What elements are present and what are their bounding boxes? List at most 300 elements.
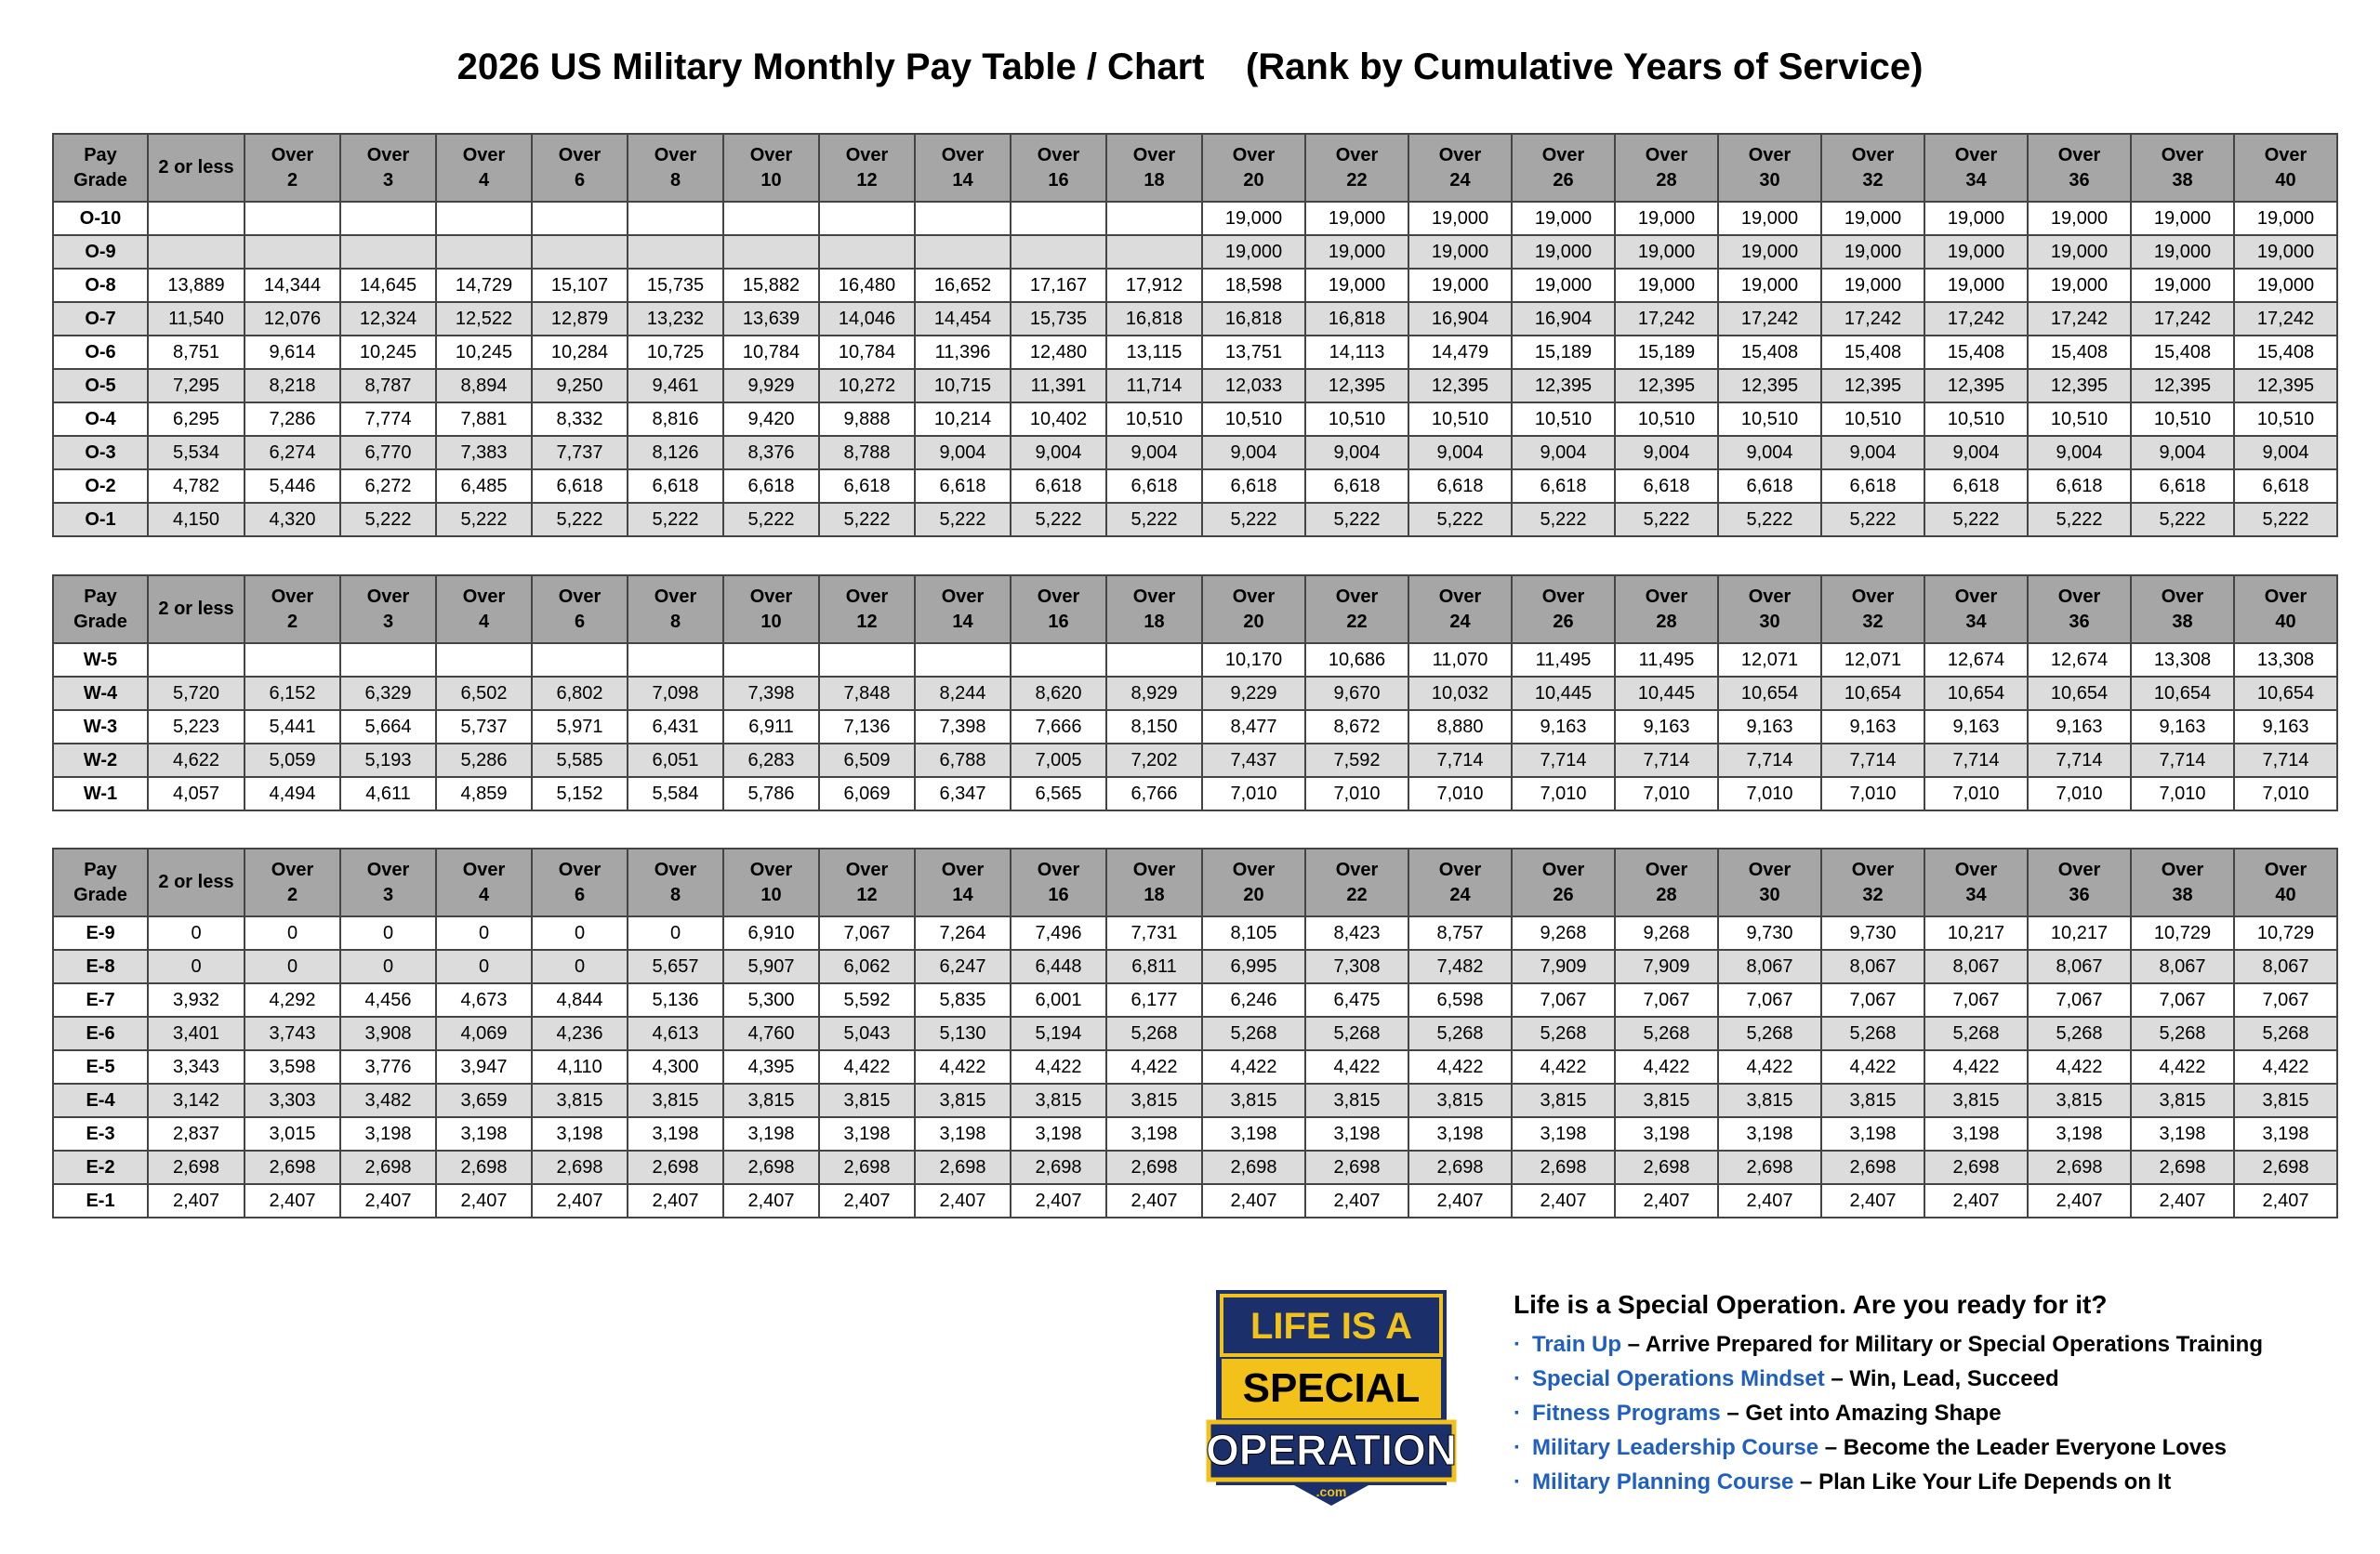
pay-cell: 10,510 bbox=[1924, 402, 2028, 436]
pay-cell: 4,494 bbox=[245, 777, 340, 810]
header-years-10 bbox=[1106, 849, 1202, 916]
pay-cell: 2,407 bbox=[1821, 1184, 1924, 1218]
pay-cell: 19,000 bbox=[2234, 235, 2337, 269]
header-text: 22 bbox=[1346, 169, 1368, 191]
pay-cell: 7,731 bbox=[1106, 916, 1202, 950]
pay-cell: 15,408 bbox=[1821, 336, 1924, 369]
pay-cell: 10,654 bbox=[1718, 677, 1821, 710]
pay-cell: 10,510 bbox=[1202, 402, 1305, 436]
pay-cell: 0 bbox=[436, 916, 532, 950]
header-text: Pay bbox=[84, 586, 117, 607]
table-row bbox=[53, 402, 2337, 436]
pay-cell bbox=[436, 643, 532, 677]
pay-cell: 19,000 bbox=[1821, 235, 1924, 269]
pay-cell: 5,222 bbox=[1924, 503, 2028, 536]
header-text: 16 bbox=[1048, 884, 1069, 905]
header-text: 38 bbox=[2172, 611, 2193, 632]
header-years-16 bbox=[1718, 849, 1821, 916]
pay-cell: 9,461 bbox=[628, 369, 723, 402]
pay-grade-cell: O-8 bbox=[53, 269, 148, 302]
promo-item-military-planning-course bbox=[1514, 1465, 2350, 1499]
pay-grade-cell: O-7 bbox=[53, 302, 148, 336]
header-text: 2 bbox=[286, 884, 298, 905]
pay-cell: 5,222 bbox=[915, 503, 1011, 536]
pay-cell: 4,422 bbox=[915, 1050, 1011, 1084]
pay-cell: 2,837 bbox=[148, 1117, 245, 1151]
pay-cell: 7,067 bbox=[1821, 983, 1924, 1017]
pay-cell: 4,844 bbox=[532, 983, 628, 1017]
table-row bbox=[53, 336, 2337, 369]
pay-grade-cell: E-9 bbox=[53, 916, 148, 950]
header-text: Grade bbox=[73, 169, 127, 191]
pay-cell: 7,714 bbox=[1512, 744, 1615, 777]
header-text: Over bbox=[1132, 586, 1176, 607]
pay-cell: 19,000 bbox=[1305, 269, 1408, 302]
pay-cell: 19,000 bbox=[1202, 202, 1305, 235]
pay-cell: 9,004 bbox=[1106, 436, 1202, 469]
pay-cell: 15,735 bbox=[628, 269, 723, 302]
pay-cell: 7,010 bbox=[1512, 777, 1615, 810]
pay-cell: 0 bbox=[245, 916, 340, 950]
pay-cell: 2,698 bbox=[148, 1151, 245, 1184]
header-text: Over bbox=[2161, 859, 2204, 880]
link-special-operations-mindset[interactable]: Special Operations Mindset bbox=[1532, 1366, 1825, 1391]
pay-cell: 6,618 bbox=[532, 469, 628, 503]
header-text: Over bbox=[271, 859, 314, 880]
header-years-3 bbox=[436, 849, 532, 916]
pay-cell: 6,485 bbox=[436, 469, 532, 503]
pay-cell: 12,395 bbox=[1821, 369, 1924, 402]
header-text: 30 bbox=[1759, 611, 1780, 632]
pay-cell: 2,698 bbox=[819, 1151, 915, 1184]
pay-cell: 6,069 bbox=[819, 777, 915, 810]
pay-cell: 6,274 bbox=[245, 436, 340, 469]
pay-cell: 9,004 bbox=[1408, 436, 1512, 469]
pay-cell: 9,163 bbox=[2234, 710, 2337, 744]
pay-cell: 3,815 bbox=[1512, 1084, 1615, 1117]
pay-cell: 10,217 bbox=[2028, 916, 2131, 950]
pay-cell: 5,152 bbox=[532, 777, 628, 810]
pay-cell: 4,422 bbox=[2131, 1050, 2234, 1084]
logo-line-4: .com bbox=[1316, 1484, 1347, 1499]
pay-cell: 12,879 bbox=[532, 302, 628, 336]
pay-cell: 7,010 bbox=[1924, 777, 2028, 810]
pay-cell: 2,407 bbox=[915, 1184, 1011, 1218]
header-text: 40 bbox=[2275, 884, 2296, 905]
pay-cell: 9,929 bbox=[723, 369, 819, 402]
pay-cell: 2,698 bbox=[1512, 1151, 1615, 1184]
pay-cell: 2,698 bbox=[532, 1151, 628, 1184]
header-text: 12 bbox=[856, 884, 878, 905]
header-pay-grade bbox=[53, 849, 148, 916]
pay-grade-cell: E-1 bbox=[53, 1184, 148, 1218]
pay-cell: 4,760 bbox=[723, 1017, 819, 1050]
pay-grade-cell: W-4 bbox=[53, 677, 148, 710]
pay-cell: 9,004 bbox=[2131, 436, 2234, 469]
header-text: 26 bbox=[1553, 169, 1574, 191]
pay-cell: 11,495 bbox=[1512, 643, 1615, 677]
pay-cell: 12,076 bbox=[245, 302, 340, 336]
pay-cell: 8,332 bbox=[532, 402, 628, 436]
header-years-18 bbox=[1924, 849, 2028, 916]
pay-cell: 4,422 bbox=[1615, 1050, 1718, 1084]
pay-cell: 12,395 bbox=[2028, 369, 2131, 402]
pay-cell: 3,659 bbox=[436, 1084, 532, 1117]
pay-cell: 9,888 bbox=[819, 402, 915, 436]
header-text: 6 bbox=[574, 611, 586, 632]
header-years-3 bbox=[436, 575, 532, 643]
pay-cell: 2,407 bbox=[532, 1184, 628, 1218]
header-text: 34 bbox=[1965, 884, 1987, 905]
pay-cell: 7,666 bbox=[1011, 710, 1106, 744]
pay-cell: 3,815 bbox=[1305, 1084, 1408, 1117]
pay-cell: 3,598 bbox=[245, 1050, 340, 1084]
header-text: Pay bbox=[84, 144, 117, 165]
page-title: 2026 US Military Monthly Pay Table / Chart (Rank by Cumulative Years of Service) bbox=[456, 46, 1924, 87]
promo-item-text: – Plan Like Your Life Depends on It bbox=[1793, 1469, 2172, 1495]
header-text: 20 bbox=[1243, 611, 1264, 632]
pay-cell: 6,051 bbox=[628, 744, 723, 777]
pay-cell bbox=[245, 235, 340, 269]
pay-cell: 6,247 bbox=[915, 950, 1011, 983]
pay-cell: 4,395 bbox=[723, 1050, 819, 1084]
pay-cell bbox=[340, 202, 436, 235]
pay-cell: 7,005 bbox=[1011, 744, 1106, 777]
header-years-7 bbox=[819, 575, 915, 643]
pay-cell: 9,268 bbox=[1512, 916, 1615, 950]
pay-cell: 8,423 bbox=[1305, 916, 1408, 950]
pay-cell: 12,674 bbox=[1924, 643, 2028, 677]
link-military-planning-course[interactable]: Military Planning Course bbox=[1532, 1469, 1794, 1495]
header-years-14 bbox=[1512, 575, 1615, 643]
pay-cell: 19,000 bbox=[2028, 202, 2131, 235]
table-row bbox=[53, 1050, 2337, 1084]
header-text: 18 bbox=[1144, 884, 1165, 905]
logo-line-3: OPERATION bbox=[1205, 1426, 1458, 1474]
pay-cell: 5,268 bbox=[1718, 1017, 1821, 1050]
table-row bbox=[53, 436, 2337, 469]
pay-cell: 8,150 bbox=[1106, 710, 1202, 744]
pay-cell: 6,995 bbox=[1202, 950, 1305, 983]
header-text: 22 bbox=[1346, 884, 1368, 905]
header-text: Over bbox=[366, 859, 410, 880]
header-years-2 bbox=[340, 849, 436, 916]
pay-cell bbox=[1011, 202, 1106, 235]
header-text: 14 bbox=[952, 169, 973, 191]
pay-cell: 9,004 bbox=[2234, 436, 2337, 469]
pay-cell: 9,163 bbox=[1821, 710, 1924, 744]
pay-cell bbox=[340, 235, 436, 269]
pay-cell: 15,408 bbox=[1718, 336, 1821, 369]
pay-cell: 4,422 bbox=[1512, 1050, 1615, 1084]
pay-cell: 4,422 bbox=[2234, 1050, 2337, 1084]
header-text: 10 bbox=[760, 169, 782, 191]
pay-grade-cell: O-2 bbox=[53, 469, 148, 503]
header-text: Over bbox=[2264, 144, 2307, 165]
pay-cell: 6,177 bbox=[1106, 983, 1202, 1017]
pay-cell bbox=[148, 235, 245, 269]
header-text: Over bbox=[1438, 859, 1482, 880]
pay-cell: 9,163 bbox=[2131, 710, 2234, 744]
pay-cell: 8,218 bbox=[245, 369, 340, 402]
pay-cell: 6,347 bbox=[915, 777, 1011, 810]
header-text: Over bbox=[749, 586, 793, 607]
pay-cell: 19,000 bbox=[1718, 269, 1821, 302]
pay-cell: 2,698 bbox=[1106, 1151, 1202, 1184]
promo-item-military-leadership-course bbox=[1514, 1430, 2350, 1465]
table-row bbox=[53, 950, 2337, 983]
pay-cell: 7,496 bbox=[1011, 916, 1106, 950]
pay-cell: 7,264 bbox=[915, 916, 1011, 950]
pay-cell bbox=[723, 235, 819, 269]
pay-cell: 4,300 bbox=[628, 1050, 723, 1084]
pay-cell: 6,811 bbox=[1106, 950, 1202, 983]
pay-cell: 3,815 bbox=[628, 1084, 723, 1117]
pay-cell: 3,015 bbox=[245, 1117, 340, 1151]
pay-cell: 6,618 bbox=[915, 469, 1011, 503]
pay-cell: 0 bbox=[340, 950, 436, 983]
table-row bbox=[53, 643, 2337, 677]
pay-cell bbox=[819, 235, 915, 269]
pay-grade-cell: E-8 bbox=[53, 950, 148, 983]
pay-cell: 19,000 bbox=[1512, 269, 1615, 302]
header-years-3 bbox=[436, 134, 532, 202]
pay-cell: 2,698 bbox=[1924, 1151, 2028, 1184]
header-years-8 bbox=[915, 575, 1011, 643]
header-text: Over bbox=[941, 859, 985, 880]
pay-cell: 3,401 bbox=[148, 1017, 245, 1050]
header-text: Over bbox=[1438, 586, 1482, 607]
pay-cell: 4,859 bbox=[436, 777, 532, 810]
pay-cell: 6,618 bbox=[1512, 469, 1615, 503]
pay-cell: 12,395 bbox=[2131, 369, 2234, 402]
pay-cell: 10,729 bbox=[2131, 916, 2234, 950]
pay-cell: 6,618 bbox=[1106, 469, 1202, 503]
pay-cell: 4,150 bbox=[148, 503, 245, 536]
header-years-21 bbox=[2234, 849, 2337, 916]
pay-cell: 2,407 bbox=[1924, 1184, 2028, 1218]
header-text: Over bbox=[1851, 859, 1895, 880]
link-military-leadership-course[interactable]: Military Leadership Course bbox=[1532, 1435, 1819, 1460]
pay-cell: 4,422 bbox=[819, 1050, 915, 1084]
pay-grade-cell: E-7 bbox=[53, 983, 148, 1017]
header-years-11 bbox=[1202, 575, 1305, 643]
pay-cell: 5,286 bbox=[436, 744, 532, 777]
header-text: 16 bbox=[1048, 611, 1069, 632]
pay-cell: 7,010 bbox=[2234, 777, 2337, 810]
header-text: 2 or less bbox=[158, 157, 234, 178]
header-text: 18 bbox=[1144, 169, 1165, 191]
header-text: Over bbox=[558, 586, 602, 607]
pay-cell: 8,477 bbox=[1202, 710, 1305, 744]
pay-cell: 10,510 bbox=[1305, 402, 1408, 436]
header-years-5 bbox=[628, 575, 723, 643]
pay-cell: 2,698 bbox=[1202, 1151, 1305, 1184]
pay-cell: 14,645 bbox=[340, 269, 436, 302]
pay-cell: 10,214 bbox=[915, 402, 1011, 436]
pay-cell: 16,904 bbox=[1512, 302, 1615, 336]
header-years-16 bbox=[1718, 575, 1821, 643]
header-text: 36 bbox=[2069, 169, 2090, 191]
header-text: Over bbox=[2264, 859, 2307, 880]
pay-cell: 7,010 bbox=[1718, 777, 1821, 810]
pay-cell: 3,198 bbox=[2028, 1117, 2131, 1151]
pay-cell: 9,004 bbox=[1202, 436, 1305, 469]
pay-cell: 19,000 bbox=[1408, 235, 1512, 269]
header-text: Over bbox=[1132, 144, 1176, 165]
header-text: 34 bbox=[1965, 611, 1987, 632]
header-text: Over bbox=[1037, 859, 1080, 880]
pay-cell: 5,222 bbox=[1305, 503, 1408, 536]
pay-cell: 3,815 bbox=[1615, 1084, 1718, 1117]
pay-cell: 19,000 bbox=[1512, 235, 1615, 269]
pay-cell: 0 bbox=[148, 950, 245, 983]
pay-cell: 5,059 bbox=[245, 744, 340, 777]
pay-cell: 5,222 bbox=[1408, 503, 1512, 536]
pay-cell: 3,482 bbox=[340, 1084, 436, 1117]
header-years-12 bbox=[1305, 575, 1408, 643]
header-text: Over bbox=[462, 586, 506, 607]
pay-cell: 15,408 bbox=[2028, 336, 2131, 369]
pay-cell: 6,910 bbox=[723, 916, 819, 950]
header-years-17 bbox=[1821, 134, 1924, 202]
promo-item-fitness-programs bbox=[1514, 1396, 2350, 1430]
pay-cell: 3,776 bbox=[340, 1050, 436, 1084]
pay-cell: 2,407 bbox=[723, 1184, 819, 1218]
pay-cell: 14,113 bbox=[1305, 336, 1408, 369]
pay-cell: 5,222 bbox=[1718, 503, 1821, 536]
link-train-up[interactable]: Train Up bbox=[1532, 1332, 1622, 1357]
header-text: Over bbox=[462, 859, 506, 880]
pay-cell: 9,163 bbox=[1615, 710, 1718, 744]
pay-cell: 4,611 bbox=[340, 777, 436, 810]
pay-cell bbox=[245, 643, 340, 677]
header-text: Grade bbox=[73, 884, 127, 905]
pay-cell: 4,422 bbox=[1202, 1050, 1305, 1084]
pay-cell: 10,725 bbox=[628, 336, 723, 369]
header-years-14 bbox=[1512, 134, 1615, 202]
header-years-14 bbox=[1512, 849, 1615, 916]
header-text: Over bbox=[1541, 586, 1585, 607]
pay-cell: 3,142 bbox=[148, 1084, 245, 1117]
pay-cell: 4,422 bbox=[1106, 1050, 1202, 1084]
header-text: Over bbox=[654, 859, 697, 880]
pay-cell: 15,735 bbox=[1011, 302, 1106, 336]
header-years-0 bbox=[148, 849, 245, 916]
header-years-20 bbox=[2131, 134, 2234, 202]
pay-cell: 19,000 bbox=[2028, 269, 2131, 302]
header-text: 30 bbox=[1759, 169, 1780, 191]
table-row bbox=[53, 1084, 2337, 1117]
pay-cell: 12,071 bbox=[1718, 643, 1821, 677]
pay-cell: 12,395 bbox=[1305, 369, 1408, 402]
pay-cell: 7,881 bbox=[436, 402, 532, 436]
pay-cell: 7,774 bbox=[340, 402, 436, 436]
table-row bbox=[53, 916, 2337, 950]
header-years-15 bbox=[1615, 849, 1718, 916]
pay-cell: 4,422 bbox=[1305, 1050, 1408, 1084]
pay-cell: 3,198 bbox=[1821, 1117, 1924, 1151]
header-years-9 bbox=[1011, 849, 1106, 916]
pay-cell: 3,198 bbox=[2131, 1117, 2234, 1151]
header-text: 3 bbox=[382, 169, 394, 191]
pay-cell: 3,198 bbox=[1718, 1117, 1821, 1151]
life-is-a-special-operation-logo[interactable] bbox=[1201, 1290, 1461, 1506]
pay-cell: 7,592 bbox=[1305, 744, 1408, 777]
pay-cell: 5,268 bbox=[1512, 1017, 1615, 1050]
pay-cell: 7,286 bbox=[245, 402, 340, 436]
pay-cell: 3,932 bbox=[148, 983, 245, 1017]
bullet-icon: · bbox=[1514, 1366, 1521, 1391]
pay-cell: 3,198 bbox=[1011, 1117, 1106, 1151]
header-years-13 bbox=[1408, 134, 1512, 202]
pay-cell: 10,272 bbox=[819, 369, 915, 402]
header-text: Over bbox=[558, 144, 602, 165]
pay-cell: 10,510 bbox=[1821, 402, 1924, 436]
pay-cell: 5,446 bbox=[245, 469, 340, 503]
header-text: 24 bbox=[1449, 169, 1471, 191]
link-fitness-programs[interactable]: Fitness Programs bbox=[1532, 1401, 1721, 1426]
pay-cell: 0 bbox=[532, 916, 628, 950]
pay-cell: 8,757 bbox=[1408, 916, 1512, 950]
table-row bbox=[53, 235, 2337, 269]
pay-cell: 3,815 bbox=[1011, 1084, 1106, 1117]
pay-cell: 7,067 bbox=[2234, 983, 2337, 1017]
pay-cell: 10,510 bbox=[1615, 402, 1718, 436]
header-pay-grade bbox=[53, 134, 148, 202]
pay-cell: 5,664 bbox=[340, 710, 436, 744]
pay-cell: 19,000 bbox=[1821, 269, 1924, 302]
header-text: 38 bbox=[2172, 169, 2193, 191]
pay-cell: 9,004 bbox=[1821, 436, 1924, 469]
pay-cell: 2,407 bbox=[2234, 1184, 2337, 1218]
table-row bbox=[53, 1117, 2337, 1151]
header-text: Over bbox=[1335, 586, 1379, 607]
pay-cell: 5,222 bbox=[1202, 503, 1305, 536]
pay-cell: 17,242 bbox=[1718, 302, 1821, 336]
pay-cell: 3,343 bbox=[148, 1050, 245, 1084]
pay-cell: 2,407 bbox=[148, 1184, 245, 1218]
pay-cell: 12,395 bbox=[1924, 369, 2028, 402]
pay-cell: 3,815 bbox=[532, 1084, 628, 1117]
pay-cell: 9,004 bbox=[2028, 436, 2131, 469]
header-text: Over bbox=[654, 586, 697, 607]
pay-cell: 6,272 bbox=[340, 469, 436, 503]
pay-cell: 3,198 bbox=[1615, 1117, 1718, 1151]
pay-cell bbox=[1106, 235, 1202, 269]
pay-cell: 6,283 bbox=[723, 744, 819, 777]
table-row bbox=[53, 983, 2337, 1017]
pay-grade-cell: E-4 bbox=[53, 1084, 148, 1117]
header-text: Over bbox=[1037, 144, 1080, 165]
promo-item-text: – Get into Amazing Shape bbox=[1720, 1401, 2002, 1426]
pay-cell: 4,422 bbox=[2028, 1050, 2131, 1084]
header-text: Over bbox=[749, 144, 793, 165]
header-text: Over bbox=[1232, 144, 1276, 165]
pay-cell: 2,698 bbox=[2234, 1151, 2337, 1184]
pay-cell: 2,698 bbox=[1718, 1151, 1821, 1184]
pay-cell: 15,408 bbox=[2234, 336, 2337, 369]
header-text: 3 bbox=[382, 884, 394, 905]
pay-cell: 19,000 bbox=[1202, 235, 1305, 269]
header-years-20 bbox=[2131, 575, 2234, 643]
pay-cell: 11,391 bbox=[1011, 369, 1106, 402]
pay-cell: 7,067 bbox=[819, 916, 915, 950]
header-years-6 bbox=[723, 849, 819, 916]
header-years-19 bbox=[2028, 575, 2131, 643]
header-text: Over bbox=[1645, 144, 1688, 165]
header-text: Over bbox=[1232, 586, 1276, 607]
